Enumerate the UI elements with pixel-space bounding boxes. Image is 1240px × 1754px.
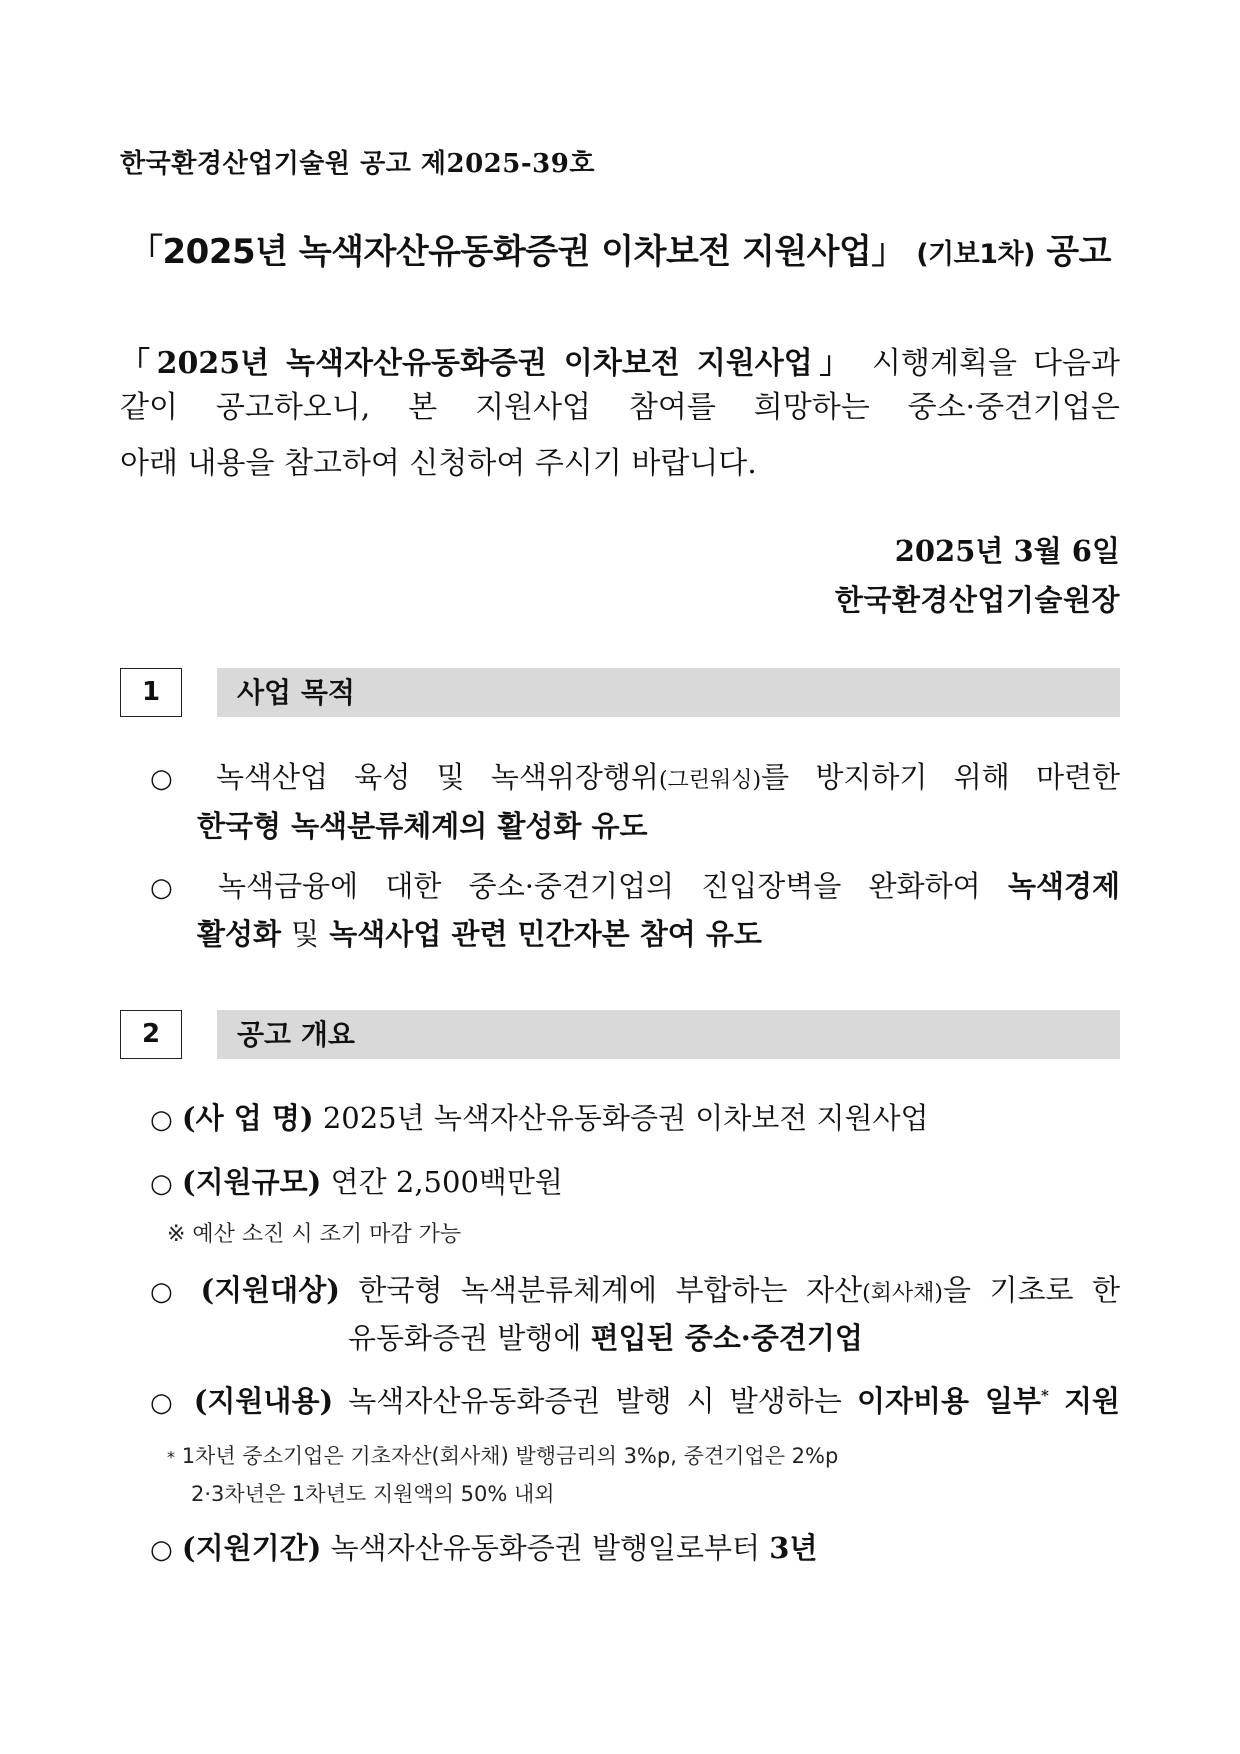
section-2-number: 2 [120, 1010, 182, 1059]
section-1-bullet-1-line-1 [150, 757, 1120, 801]
item-bold-group [857, 1384, 1049, 1418]
footnote-1-text: 1차년 중소기업은 기초자산(회사채) 발행금리의 3%p, 중견기업은 2%p [181, 1444, 839, 1468]
bullet-circle-icon: ○ [150, 1388, 179, 1418]
item-bold: 3년 [769, 1531, 818, 1565]
section-1-bullet-2-line-2 [197, 914, 762, 954]
footnote-mark: * [167, 1447, 175, 1467]
item-bold: 이자비용 일부 [856, 1384, 1042, 1418]
bullet-2-text-a: 녹색금융에 대한 중소·중견기업의 진입장벽을 완화하여 [218, 869, 981, 903]
bullet-circle-icon: ○ [150, 1535, 173, 1565]
bullet-circle-icon: ○ [150, 1105, 173, 1135]
section-1-title: 사업 목적 [217, 668, 1120, 717]
item-support-scale [150, 1162, 1120, 1204]
footnote-2: 2·3차년은 1차년도 지원액의 50% 내외 [191, 1482, 555, 1506]
title-end: 공고 [1046, 232, 1111, 272]
bullet-1-text-small: (그린워싱) [658, 768, 762, 793]
item-end: 지원 [1064, 1384, 1121, 1418]
item-label: (지원대상) [200, 1273, 340, 1307]
bullet-circle-icon: ○ [150, 1277, 182, 1307]
bullet-2-line-2-bold-1: 활성화 [197, 917, 282, 951]
item-label: (사 업 명) [181, 1101, 314, 1135]
item-support-target-line-2 [348, 1318, 863, 1358]
bullet-circle-icon: ○ [150, 873, 191, 903]
intro-line-2: 같이 공고하오니, 본 지원사업 참여를 희망하는 중소·중견기업은 [120, 390, 1120, 425]
bullet-2-line-2-bold-2: 녹색사업 관련 민간자본 참여 유도 [329, 917, 762, 951]
item-text: 연간 2,500백만원 [330, 1165, 563, 1199]
item-support-target [150, 1270, 1120, 1314]
section-2-title: 공고 개요 [217, 1010, 1120, 1059]
notice-date: 2025년 3월 6일 [894, 534, 1120, 568]
bullet-1-text-a: 녹색산업 육성 및 녹색위장행위 [216, 760, 659, 794]
section-1-bullet-1-line-2: 한국형 녹색분류체계의 활성화 유도 [197, 809, 648, 843]
item-label: (지원기간) [181, 1531, 322, 1565]
document-title [0, 224, 1240, 273]
title-round: (기보1차) [916, 239, 1035, 270]
item-support-content [150, 1381, 1120, 1423]
item-text-a: 한국형 녹색분류체계에 부합하는 자산 [358, 1273, 863, 1307]
item-support-period [150, 1528, 1120, 1570]
footnote-marker: * [1041, 1386, 1049, 1405]
section-1-number: 1 [120, 668, 182, 717]
bullet-2-text-bold: 녹색경제 [1007, 869, 1121, 903]
item-program-name [150, 1098, 1120, 1140]
item-text: 2025년 녹색자산유동화증권 이차보전 지원사업 [322, 1101, 929, 1135]
item-text: 녹색자산유동화증권 발행 시 발생하는 [348, 1384, 842, 1418]
item-line-2-plain: 유동화증권 발행에 [348, 1321, 582, 1355]
item-label: (지원규모) [181, 1165, 322, 1199]
intro-program-name: 「2025년 녹색자산유동화증권 이차보전 지원사업」 [120, 346, 856, 381]
title-main: 「2025년 녹색자산유동화증권 이차보전 지원사업」 [129, 232, 905, 272]
item-line-2-bold: 편입된 중소·중견기업 [590, 1321, 863, 1355]
item-text: 녹색자산유동화증권 발행일로부터 [330, 1531, 761, 1565]
notice-number: 한국환경산업기술원 공고 제2025-39호 [120, 149, 595, 179]
bullet-circle-icon: ○ [150, 764, 190, 794]
issuer-name: 한국환경산업기술원장 [834, 583, 1120, 617]
intro-line-3: 아래 내용을 참고하여 신청하여 주시기 바랍니다. [120, 446, 757, 481]
bullet-2-line-2-mid: 및 [291, 917, 320, 951]
bullet-circle-icon: ○ [150, 1169, 173, 1199]
item-text-b: 을 기초로 한 [943, 1273, 1121, 1307]
intro-line-1-rest: 시행계획을 다음과 [872, 346, 1120, 381]
footnote-1 [167, 1440, 838, 1470]
section-1-bullet-2-line-1 [150, 866, 1120, 908]
bullet-1-text-b: 를 방지하기 위해 마련한 [761, 760, 1121, 794]
item-label: (지원내용) [193, 1384, 334, 1418]
item-text-small: (회사채) [862, 1281, 944, 1306]
budget-note: ※ 예산 소진 시 조기 마감 가능 [167, 1222, 462, 1247]
